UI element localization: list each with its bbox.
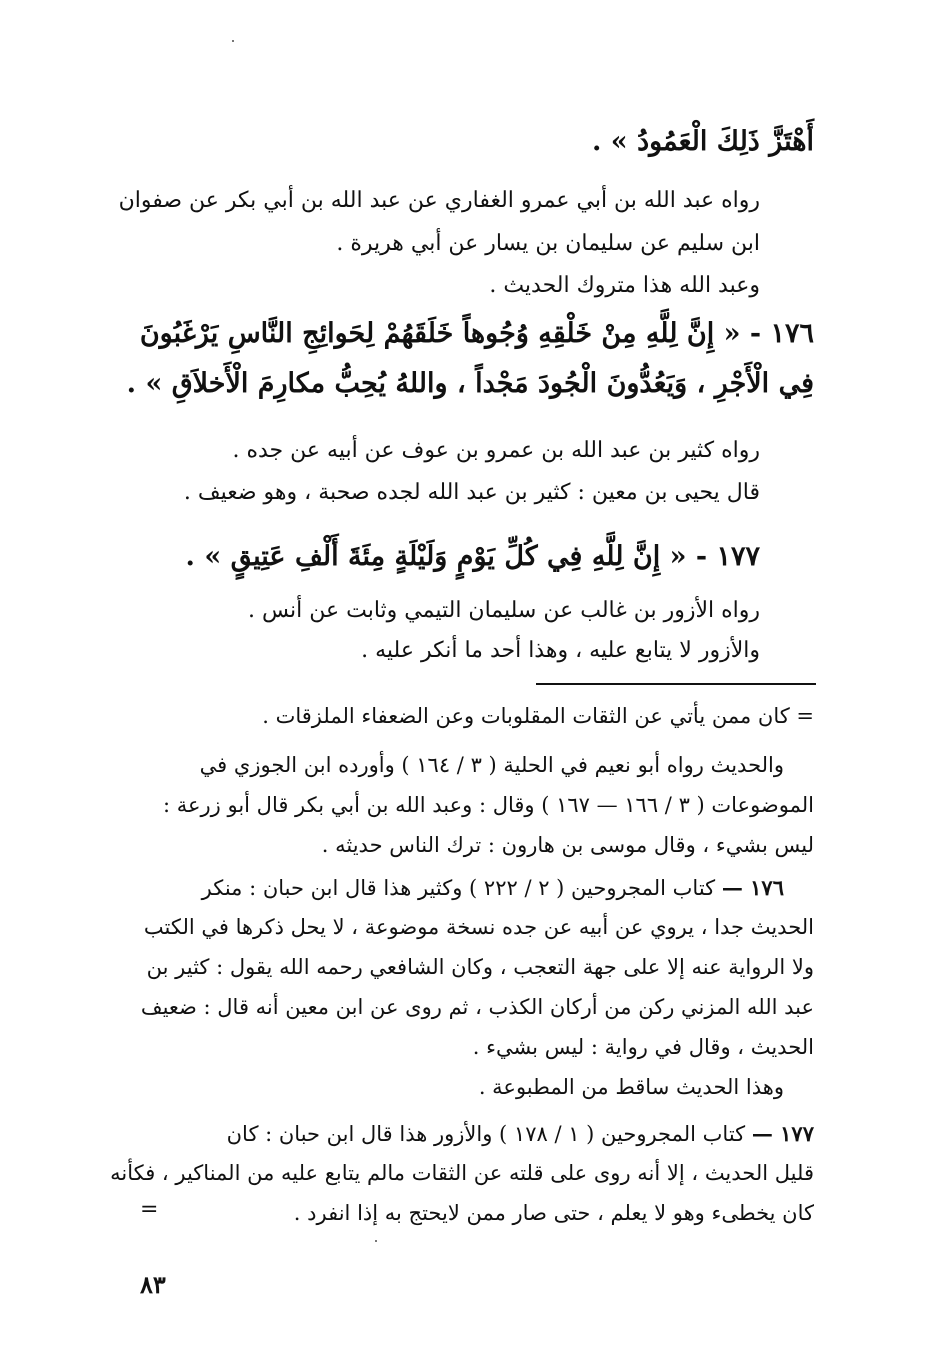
- para1-line-3: وعبد الله هذا متروك الحديث .: [489, 273, 760, 298]
- footnote-continuation: = كان ممن يأتي عن الثقات المقلوبات وعن الضعفاء الملزقات .: [262, 704, 814, 728]
- para2-line-2: قال يحيى بن معين : كثير بن عبد الله لجده صحبة ، وهو ضعيف .: [183, 480, 760, 505]
- footnote-177-line-3: كان يخطىء وهو لا يعلم ، حتى صار ممن لايحتج به إذا انفرد .: [293, 1201, 814, 1225]
- footnote-176-line-3: ولا الرواية عنه إلا على جهة التعجب ، وكان الشافعي رحمه الله يقول : كثير بن: [146, 955, 814, 979]
- footnote-separator: [536, 683, 816, 685]
- footnote-176-number: ١٧٦ —: [721, 875, 784, 900]
- print-speck: [375, 1240, 377, 1242]
- hadith-177: ١٧٧ - « إِنَّ لِلَّهِ فِي كُلِّ يَوْمٍ وَلَيْلَةٍ مِئَةَ أَلْفِ عَتِيقٍ » .: [185, 541, 760, 572]
- footnote-177-line-1: [227, 1123, 814, 1145]
- footnote-176-line-1: [202, 877, 784, 899]
- footnote-176-note: وهذا الحديث ساقط من المطبوعة .: [478, 1075, 784, 1099]
- para1-line-1: رواه عبد الله بن أبي عمرو الغفاري عن عبد الله بن أبي بكر عن صفوان: [118, 188, 760, 213]
- hadith-176-line-1: ١٧٦ - « إِنَّ لِلَّهِ مِنْ خَلْقِهِ وُجُوهاً خَلَقَهُمْ لِحَوائِجِ النَّاسِ يَرْغَبُونَ: [139, 318, 814, 349]
- footnote-source-line-2: الموضوعات ( ٣ / ١٦٦ — ١٦٧ ) وقال : وعبد الله بن أبي بكر قال أبو زرعة :: [162, 793, 814, 817]
- footnote-source-line-3: ليس بشيء ، وقال موسى بن هارون : ترك الناس حديثه .: [321, 833, 814, 857]
- para3-line-1: رواه الأزور بن غالب عن سليمان التيمي وثابت عن أنس .: [247, 598, 760, 623]
- continuation-mark: =: [140, 1197, 159, 1222]
- footnote-177-number: ١٧٧ —: [751, 1121, 814, 1146]
- footnote-source-line-1: والحديث رواه أبو نعيم في الحلية ( ٣ / ١٦٤ ) وأورده ابن الجوزي في: [199, 753, 784, 777]
- footnote-177-first-text: كتاب المجروحين ( ١ / ١٧٨ ) والأزور هذا قال ابن حبان : كان: [226, 1122, 752, 1146]
- footnote-176-first-text: كتاب المجروحين ( ٢ / ٢٢٢ ) وكثير هذا قال ابن حبان : منكر: [201, 876, 722, 900]
- footnote-176-line-4: عبد الله المزني ركن من أركان الكذب ، ثم روى عن ابن معين أنه قال : ضعيف: [140, 995, 814, 1019]
- para1-line-2: ابن سليم عن سليمان بن يسار عن أبي هريرة .: [336, 231, 760, 256]
- print-speck: [232, 40, 234, 42]
- page-number: ٨٣: [140, 1270, 166, 1299]
- para2-line-1: رواه كثير بن عبد الله بن عمرو بن عوف عن أبيه عن جده .: [232, 438, 760, 463]
- hadith-176-line-2: فِي الْأَجْرِ ، وَيَعُدُّونَ الْجُودَ مَجْداً ، واللهُ يُحِبُّ مكارِمَ الْأَخلاَقِ » .: [126, 368, 814, 399]
- para3-line-2: والأزور لا يتابع عليه ، وهذا أحد ما أنكر عليه .: [361, 638, 760, 663]
- footnote-176-line-5: الحديث ، وقال في رواية : ليس بشيء .: [472, 1035, 814, 1059]
- footnote-176-line-2: الحديث جدا ، يروي عن أبيه عن جده نسخة موضوعة ، لا يحل ذكرها في الكتب: [143, 915, 814, 939]
- top-fragment: أَهْتَزَّ ذَلِكَ الْعَمُودُ » .: [592, 126, 814, 157]
- footnote-177-line-2: قليل الحديث ، إلا أنه روى على قلته عن الثقات مالم يتابع عليه من المناكير ، فكأنه: [110, 1161, 814, 1185]
